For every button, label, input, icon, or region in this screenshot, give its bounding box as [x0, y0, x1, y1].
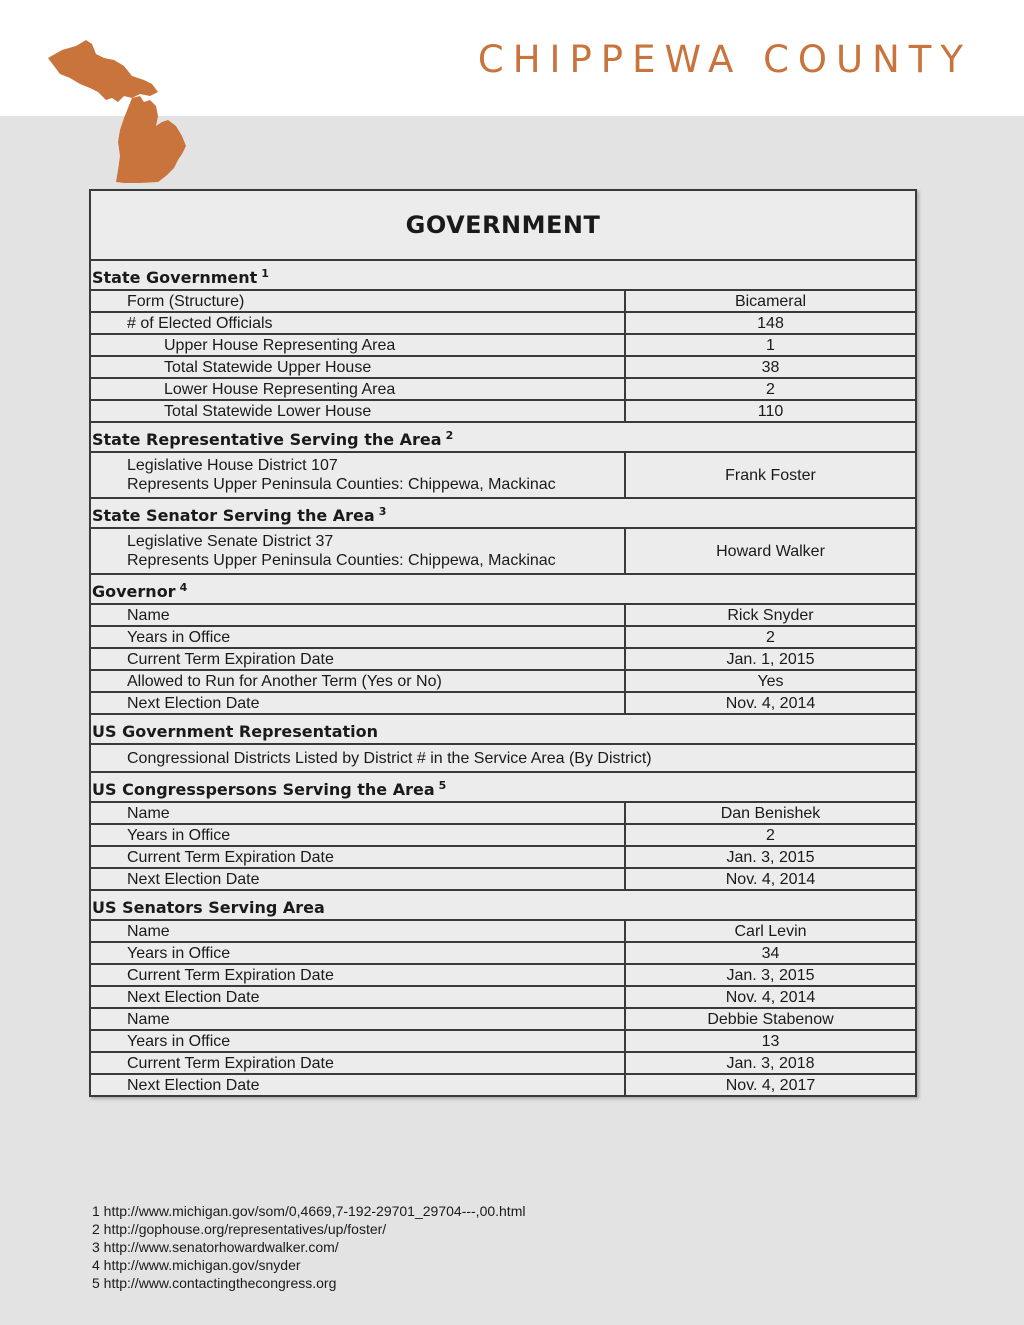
footnote-5: 5 http://www.contactingthecongress.org [92, 1275, 337, 1291]
table-row [90, 802, 916, 824]
michigan-map-logo [40, 36, 192, 188]
row-label: Next Election Date [90, 1074, 625, 1096]
row-label: Name [90, 920, 625, 942]
government-table [89, 189, 917, 1097]
row-value: Yes [625, 670, 916, 692]
table-row [90, 1052, 916, 1074]
row-value: Dan Benishek [625, 802, 916, 824]
row-value: 13 [625, 1030, 916, 1052]
section-heading [90, 260, 916, 290]
table-row [90, 648, 916, 670]
row-label: Current Term Expiration Date [90, 1052, 625, 1074]
table-row [90, 626, 916, 648]
row-value: Jan. 1, 2015 [625, 648, 916, 670]
table-row [90, 868, 916, 890]
title-row [90, 190, 916, 260]
row-label: Next Election Date [90, 692, 625, 714]
section-heading [90, 714, 916, 744]
row-value: Rick Snyder [625, 604, 916, 626]
row-label [90, 452, 625, 498]
table-row [90, 1030, 916, 1052]
row-value: 148 [625, 312, 916, 334]
footnote-marker: 5 [438, 779, 447, 792]
county-title: CHIPPEWA COUNTY [477, 38, 972, 81]
table-row [90, 400, 916, 422]
row-label: Current Term Expiration Date [90, 964, 625, 986]
table-row [90, 986, 916, 1008]
section-heading [90, 422, 916, 452]
row-label: Upper House Representing Area [90, 334, 625, 356]
section-heading-text: State Government [92, 268, 258, 287]
table-row [90, 1074, 916, 1096]
table-row [90, 670, 916, 692]
row-label: Name [90, 604, 625, 626]
table-row [90, 824, 916, 846]
section-heading-text: State Representative Serving the Area [92, 430, 442, 449]
table-row [90, 604, 916, 626]
row-value: 34 [625, 942, 916, 964]
row-value: Jan. 3, 2015 [625, 964, 916, 986]
row-value: Bicameral [625, 290, 916, 312]
footnotes [92, 1202, 525, 1292]
counties-line: Represents Upper Peninsula Counties: Chippewa, Mackinac [127, 476, 556, 493]
section-heading-text: Governor [92, 582, 176, 601]
section-row [90, 260, 916, 290]
table-row [90, 942, 916, 964]
footnote-3: 3 http://www.senatorhowardwalker.com/ [92, 1239, 339, 1255]
row-label: Name [90, 1008, 625, 1030]
row-label: Total Statewide Lower House [90, 400, 625, 422]
row-label: Name [90, 802, 625, 824]
table-row [90, 356, 916, 378]
table-row [90, 334, 916, 356]
section-heading [90, 498, 916, 528]
table-row [90, 920, 916, 942]
table-row [90, 692, 916, 714]
row-label [90, 528, 625, 574]
congressional-districts-text: Congressional Districts Listed by District # in the Service Area (By District) [90, 744, 916, 772]
footnote-marker: 1 [261, 267, 269, 280]
table-row [90, 378, 916, 400]
table-row [90, 290, 916, 312]
section-heading [90, 574, 916, 604]
section-heading-text: State Senator Serving the Area [92, 506, 375, 525]
row-value: Nov. 4, 2014 [625, 868, 916, 890]
section-row [90, 890, 916, 920]
row-value: Nov. 4, 2014 [625, 692, 916, 714]
table-row [90, 744, 916, 772]
row-label: # of Elected Officials [90, 312, 625, 334]
row-label: Next Election Date [90, 868, 625, 890]
lower-peninsula-shape [116, 96, 186, 183]
table-row [90, 846, 916, 868]
section-heading-text: US Senators Serving Area [92, 898, 325, 917]
row-value: Jan. 3, 2018 [625, 1052, 916, 1074]
row-value: Nov. 4, 2014 [625, 986, 916, 1008]
row-value: Howard Walker [625, 528, 916, 574]
row-value: 110 [625, 400, 916, 422]
table-row [90, 312, 916, 334]
row-label: Total Statewide Upper House [90, 356, 625, 378]
row-label: Years in Office [90, 824, 625, 846]
section-heading-text: US Government Representation [92, 722, 378, 741]
row-label: Years in Office [90, 626, 625, 648]
section-heading [90, 772, 916, 802]
row-value: 2 [625, 824, 916, 846]
row-label: Next Election Date [90, 986, 625, 1008]
row-value: Carl Levin [625, 920, 916, 942]
row-value: Jan. 3, 2015 [625, 846, 916, 868]
counties-line: Represents Upper Peninsula Counties: Chippewa, Mackinac [127, 552, 556, 569]
row-label: Form (Structure) [90, 290, 625, 312]
row-label: Allowed to Run for Another Term (Yes or No) [90, 670, 625, 692]
table-row [90, 528, 916, 574]
section-heading-text: US Congresspersons Serving the Area [92, 780, 435, 799]
row-label: Years in Office [90, 1030, 625, 1052]
row-label: Lower House Representing Area [90, 378, 625, 400]
table-title: GOVERNMENT [90, 190, 916, 260]
upper-peninsula-shape [48, 40, 158, 102]
footnote-marker: 3 [378, 505, 387, 518]
section-row [90, 714, 916, 744]
section-row [90, 422, 916, 452]
footnote-4: 4 http://www.michigan.gov/snyder [92, 1257, 301, 1273]
footnote-2: 2 http://gophouse.org/representatives/up/foster/ [92, 1221, 387, 1237]
row-value: Frank Foster [625, 452, 916, 498]
table-row [90, 452, 916, 498]
footnote-marker: 4 [179, 581, 188, 594]
section-row [90, 498, 916, 528]
section-heading [90, 890, 916, 920]
section-row [90, 574, 916, 604]
row-label: Current Term Expiration Date [90, 846, 625, 868]
row-value: 38 [625, 356, 916, 378]
table-row [90, 964, 916, 986]
district-line: Legislative House District 107 [127, 457, 338, 474]
table-row [90, 1008, 916, 1030]
row-value: Nov. 4, 2017 [625, 1074, 916, 1096]
row-value: 2 [625, 626, 916, 648]
row-value: Debbie Stabenow [625, 1008, 916, 1030]
section-row [90, 772, 916, 802]
footnote-marker: 2 [445, 429, 454, 442]
footnote-1: 1 http://www.michigan.gov/som/0,4669,7-192-29701_29704---,00.html [92, 1203, 526, 1219]
row-value: 1 [625, 334, 916, 356]
row-label: Current Term Expiration Date [90, 648, 625, 670]
row-label: Years in Office [90, 942, 625, 964]
row-value: 2 [625, 378, 916, 400]
district-line: Legislative Senate District 37 [127, 533, 334, 550]
